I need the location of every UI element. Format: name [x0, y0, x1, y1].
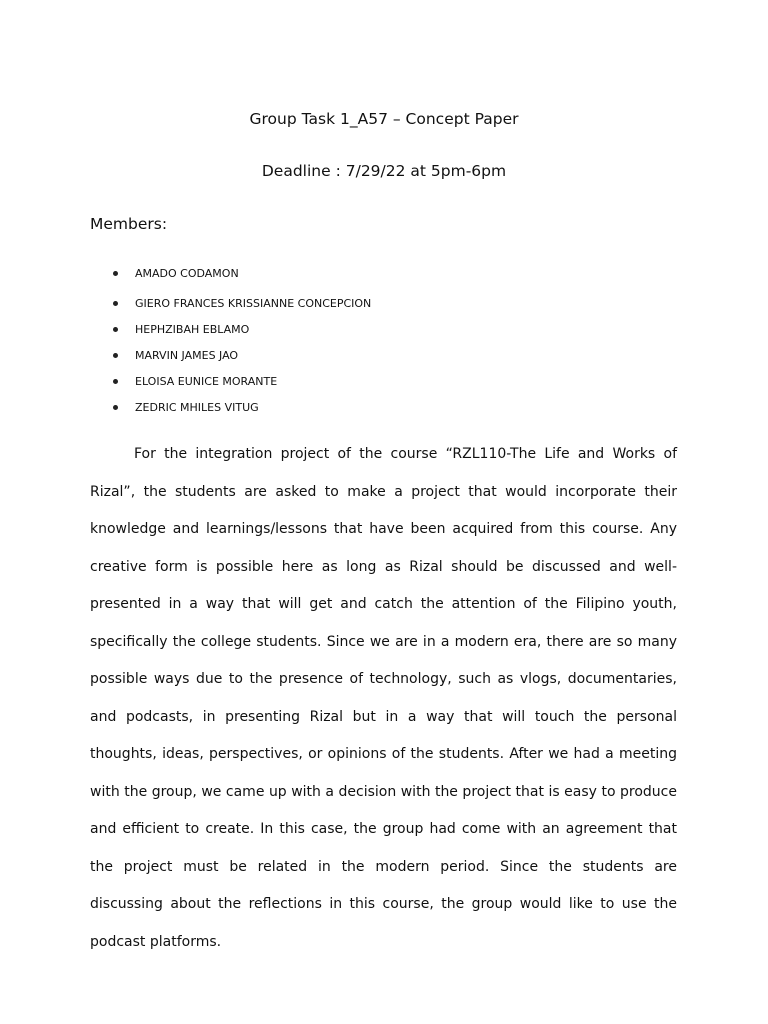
- member-name: ELOISA EUNICE MORANTE: [135, 375, 278, 388]
- members-list: [90, 264, 371, 424]
- member-name: HEPHZIBAH EBLAMO: [135, 323, 250, 336]
- member-item: [90, 372, 371, 398]
- body-paragraph: For the integration project of the course “RZL110-The Life and Works of Rizal”, the students are asked to make a project that would incorporate their knowledge and learnings/lessons that have been acquired from this course. Any creative form is possible here as long as Rizal should be discussed and well-presented in a way that will get and catch the attention of the Filipino youth, specifically the college students. Since we are in a modern era, there are so many possible ways due to the presence of technology, such as vlogs, documentaries, and podcasts, in presenting Rizal but in a way that will touch the personal thoughts, ideas, perspectives, or opinions of the students. After we had a meeting with the group, we came up with a decision with the project that is easy to produce and efficient to create. In this case, the group had come with an agreement that the project must be related in the modern period. Since the students are discussing about the reflections in this course, the group would like to use the podcast platforms.: [90, 446, 677, 950]
- document-title: Group Task 1_A57 – Concept Paper: [249, 110, 519, 128]
- member-item: [90, 264, 371, 290]
- member-name: MARVIN JAMES JAO: [135, 349, 239, 362]
- member-item: [90, 320, 371, 346]
- member-name: GIERO FRANCES KRISSIANNE CONCEPCION: [135, 297, 372, 310]
- bullet-icon: [113, 379, 118, 384]
- members-heading: Members:: [90, 215, 168, 233]
- bullet-icon: [113, 271, 118, 276]
- member-name: ZEDRIC MHILES VITUG: [135, 401, 259, 414]
- member-item: [90, 294, 371, 320]
- bullet-icon: [113, 301, 118, 306]
- deadline-line: Deadline : 7/29/22 at 5pm-6pm: [261, 162, 507, 180]
- member-item: [90, 398, 371, 424]
- bullet-icon: [113, 353, 118, 358]
- bullet-icon: [113, 327, 118, 332]
- member-item: [90, 346, 371, 372]
- bullet-icon: [113, 405, 118, 410]
- member-name: AMADO CODAMON: [135, 267, 239, 280]
